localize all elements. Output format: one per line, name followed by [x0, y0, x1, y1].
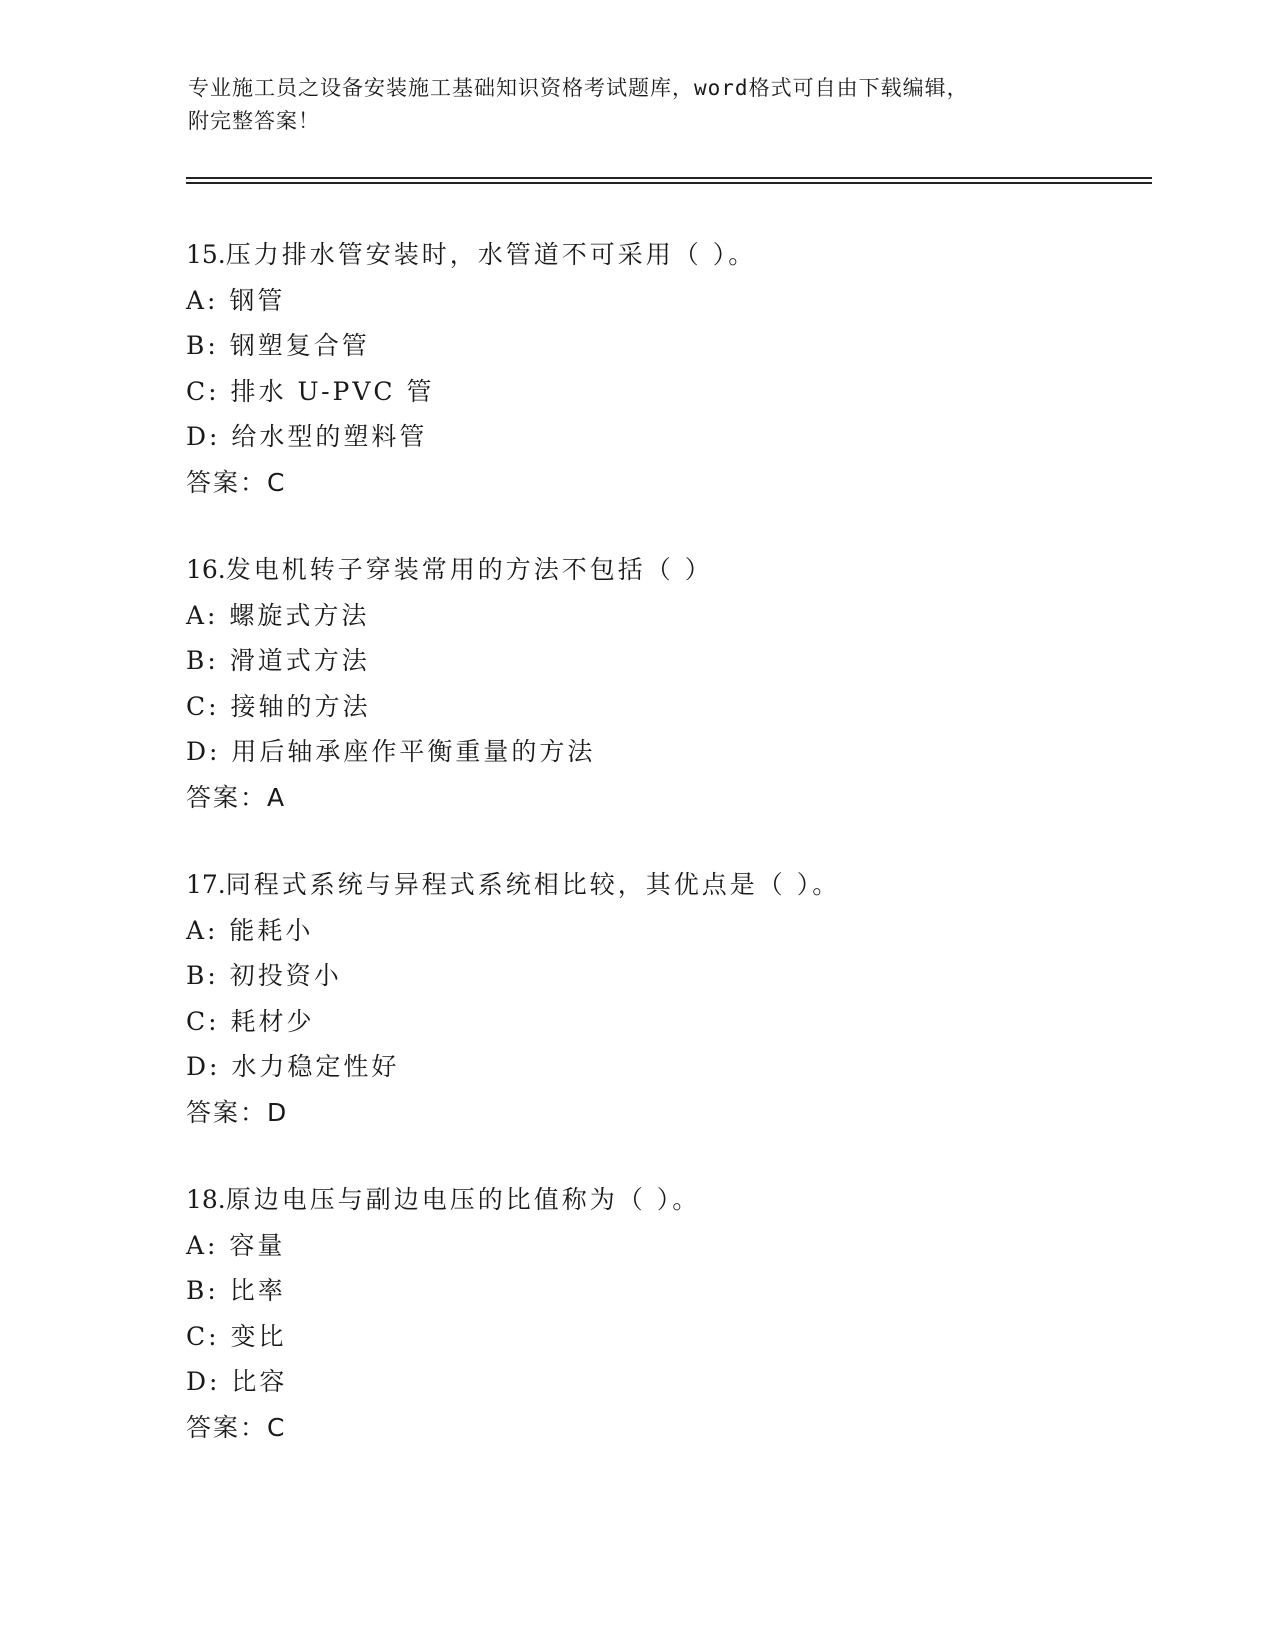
- header-divider-top: [186, 177, 1152, 179]
- question-stem: [186, 547, 1146, 593]
- option-b: B: 钢塑复合管: [186, 331, 370, 360]
- option-d: D: 比容: [186, 1367, 288, 1396]
- question-stem: [186, 1177, 1146, 1223]
- document-header: [188, 72, 1088, 138]
- question-number: 18.: [186, 1185, 226, 1214]
- option-a: A: 钢管: [186, 285, 286, 315]
- option-c: C: 排水 U-PVC 管: [186, 376, 435, 406]
- option-d: D: 用后轴承座作平衡重量的方法: [186, 737, 596, 766]
- question-stem: [186, 232, 1146, 278]
- option-c: C: 变比: [186, 1321, 287, 1351]
- option-b: B: 比率: [186, 1276, 286, 1305]
- header-divider-bottom: [186, 182, 1152, 184]
- question-text: 原边电压与副边电压的比值称为（ ）。: [225, 1185, 701, 1214]
- option-a: A: 螺旋式方法: [186, 600, 370, 630]
- question-15: [186, 232, 1146, 505]
- option-a: A: 容量: [186, 1230, 286, 1260]
- option-b: B: 滑道式方法: [186, 646, 370, 675]
- question-text: 发电机转子穿装常用的方法不包括（ ）: [225, 555, 713, 584]
- option-a: A: 能耗小: [186, 915, 314, 945]
- option-c: C: 耗材少: [186, 1006, 315, 1036]
- question-number: 17.: [186, 870, 226, 899]
- option-c: C: 接轴的方法: [186, 691, 371, 721]
- header-line-2: 附完整答案！: [188, 109, 320, 133]
- question-text: 同程式系统与异程式系统相比较，其优点是（ ）。: [225, 870, 841, 899]
- question-17: [186, 862, 1146, 1135]
- question-text: 压力排水管安装时，水管道不可采用（ ）。: [225, 240, 757, 269]
- answer-line: 答案：D: [186, 1097, 289, 1127]
- question-16: [186, 547, 1146, 820]
- answer-line: 答案：C: [186, 467, 287, 497]
- option-d: D: 水力稳定性好: [186, 1052, 400, 1081]
- header-line-1: 专业施工员之设备安装施工基础知识资格考试题库，word格式可自由下载编辑，: [188, 76, 969, 100]
- answer-line: 答案：A: [186, 782, 287, 812]
- answer-line: 答案：C: [186, 1412, 287, 1442]
- question-number: 15.: [186, 240, 226, 269]
- option-b: B: 初投资小: [186, 961, 342, 990]
- question-number: 16.: [186, 555, 226, 584]
- option-d: D: 给水型的塑料管: [186, 422, 428, 451]
- question-stem: [186, 862, 1146, 908]
- question-18: [186, 1177, 1146, 1450]
